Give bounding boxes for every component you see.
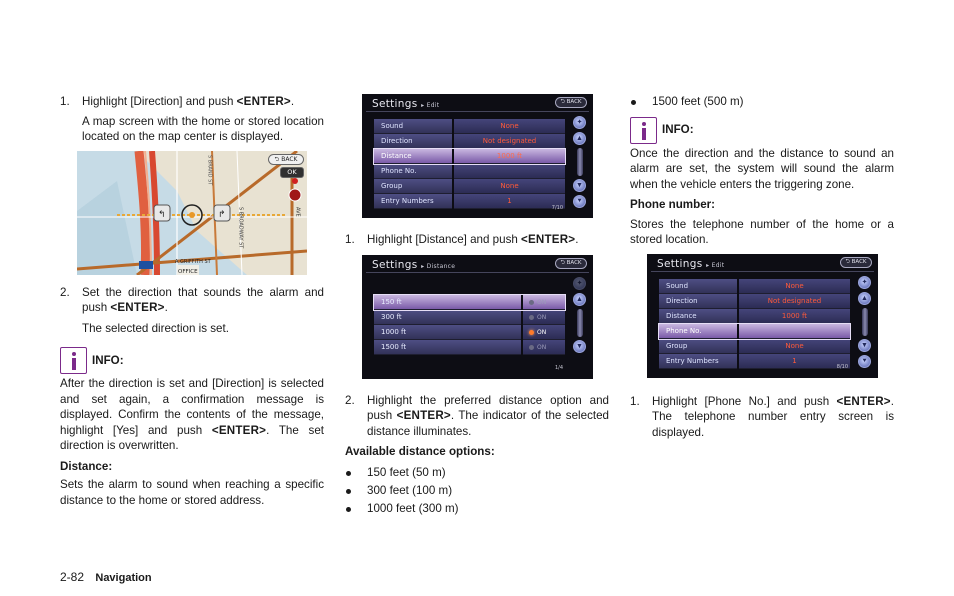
distance-options-heading: Available distance options:: [345, 445, 495, 458]
page-down-icon[interactable]: ⯆: [858, 355, 871, 368]
screen-title-text: Settings: [657, 257, 703, 270]
scrollbar[interactable]: [577, 309, 583, 337]
scroll-up-icon[interactable]: ▲: [858, 292, 871, 305]
step-1-direction: [60, 94, 324, 110]
scroll-down-icon[interactable]: ▼: [573, 340, 586, 353]
menu-item-phone-no[interactable]: [659, 324, 850, 339]
enter-key-label: <ENTER>: [211, 423, 267, 437]
menu-label: Sound: [374, 119, 452, 134]
back-label: BACK: [281, 155, 298, 163]
enter-key-label: <ENTER>: [836, 394, 891, 408]
distance-options-list: [345, 465, 609, 517]
back-button[interactable]: [840, 257, 872, 268]
indicator-text: ON: [537, 313, 547, 321]
menu-item-direction[interactable]: [374, 134, 565, 149]
step-number: 1.: [630, 394, 640, 408]
option-label: 1000 ft: [374, 325, 521, 340]
step-1-distance: [345, 232, 609, 248]
back-icon: ⮌: [274, 155, 280, 163]
scroll-controls: [573, 116, 587, 211]
divider: [366, 111, 589, 112]
menu-value: 1000 ft: [454, 149, 565, 164]
menu-value: 1: [739, 354, 850, 369]
back-icon: ⮌: [560, 99, 565, 105]
map-screen: [77, 151, 307, 275]
menu-label: Sound: [659, 279, 737, 294]
info-text: Once the direction and the distance to sound an alarm are set, the system will sound the alarm when the vehicle enters the triggering zone.: [630, 146, 894, 191]
list-item: 300 feet (100 m): [345, 483, 609, 499]
scroll-up-icon[interactable]: ▲: [573, 132, 586, 145]
menu-item-direction[interactable]: [659, 294, 850, 309]
street-vertical-label-2: S BRAND ST: [206, 154, 213, 185]
step-text: Highlight the preferred distance option and push: [367, 393, 609, 422]
step-number: 2.: [345, 393, 355, 407]
settings-distance-screen: [362, 255, 593, 379]
indicator-text: ON: [537, 298, 547, 306]
step-text: Highlight [Direction] and push: [82, 95, 237, 108]
page-down-icon[interactable]: ⯆: [573, 195, 586, 208]
step-2-distance: [345, 393, 609, 440]
scroll-controls: [858, 276, 872, 371]
menu-item-entry-numbers[interactable]: [374, 194, 565, 209]
scroll-up-icon[interactable]: ▲: [573, 293, 586, 306]
option-indicator: [523, 340, 565, 355]
settings-edit-screen-phone: [647, 254, 878, 378]
street-vertical-label: S BROADWAY ST: [237, 206, 244, 248]
divider: [651, 271, 874, 272]
menu-item-sound[interactable]: [374, 119, 565, 134]
option-label: 1500 ft: [374, 340, 521, 355]
menu-item-group[interactable]: [659, 339, 850, 354]
ok-button[interactable]: OK: [280, 167, 304, 178]
menu-label: Group: [659, 339, 737, 354]
option-indicator: [523, 310, 565, 325]
street-label: A GRIFFITH ST: [175, 258, 211, 265]
screen-subtitle: ▸ Edit: [706, 261, 725, 269]
distance-option-150ft[interactable]: [374, 295, 565, 310]
info-icon: [630, 117, 657, 144]
back-button[interactable]: [268, 154, 304, 165]
option-indicator: [523, 295, 565, 310]
distance-menu: [374, 295, 565, 355]
column-2: [345, 94, 609, 519]
info-text-part: After the direction is set and [Direction] is selected and set again, a confirmation message is displayed. Confirm the contents of the message, highlight [Yes] and push: [60, 377, 324, 437]
settings-edit-screen: [362, 94, 593, 218]
scroll-down-icon[interactable]: ▼: [858, 339, 871, 352]
map-icon[interactable]: ✦: [573, 277, 586, 290]
distance-option-300ft[interactable]: [374, 310, 565, 325]
info-label: INFO:: [92, 353, 124, 367]
screen-subtitle: ▸ Distance: [421, 262, 456, 270]
step-text-end: .: [290, 95, 295, 108]
page-indicator: 8/10: [836, 364, 848, 370]
menu-value: 1: [454, 194, 565, 209]
page-number: 2-82: [60, 570, 85, 584]
settings-menu: [374, 119, 565, 209]
back-button[interactable]: [555, 258, 587, 269]
info-box: [630, 117, 894, 144]
enter-key-label: <ENTER>: [396, 409, 451, 422]
info-icon: [60, 347, 87, 374]
page-indicator: 7/10: [551, 204, 563, 211]
distance-option-1500ft[interactable]: [374, 340, 565, 355]
back-label: BACK: [851, 258, 867, 265]
distance-heading: Distance:: [60, 459, 113, 473]
phone-number-text: Stores the telephone number of the home or a stored location.: [630, 217, 894, 246]
distance-options-list-cont: [630, 94, 894, 110]
menu-label: Distance: [659, 309, 737, 324]
option-label: 300 ft: [374, 310, 521, 325]
step-text: Highlight [Phone No.] and push: [652, 394, 837, 408]
enter-key-label: <ENTER>: [236, 95, 291, 108]
menu-label: Phone No.: [374, 164, 452, 179]
map-icon[interactable]: ✦: [858, 276, 871, 289]
screen-title-text: Settings: [372, 258, 418, 271]
indicator-dot-icon: [529, 330, 534, 335]
step-1-description: A map screen with the home or stored location located on the map center is displayed.: [82, 114, 324, 143]
menu-value: None: [454, 179, 565, 194]
menu-item-phone-no[interactable]: [374, 164, 565, 179]
menu-value: [454, 164, 565, 179]
menu-value: None: [739, 279, 850, 294]
divider: [366, 272, 589, 273]
info-box: [60, 347, 324, 374]
indicator-text: ON: [537, 343, 547, 351]
svg-text:↱: ↱: [218, 209, 226, 220]
menu-item-group[interactable]: [374, 179, 565, 194]
step-number: 1.: [345, 233, 355, 246]
enter-key-label: <ENTER>: [521, 233, 576, 246]
back-icon: ⮌: [560, 259, 565, 266]
menu-label: Entry Numbers: [659, 354, 737, 369]
column-3: [630, 94, 894, 440]
menu-value: Not designated: [454, 134, 565, 149]
back-label: BACK: [566, 259, 582, 266]
settings-menu: [659, 279, 850, 369]
step-number: 2.: [60, 285, 70, 299]
menu-value: 1000 ft: [739, 309, 850, 324]
menu-item-sound[interactable]: [659, 279, 850, 294]
indicator-dot-icon: [529, 315, 534, 320]
step-text-end: .: [164, 301, 168, 314]
scrollbar[interactable]: [577, 148, 583, 176]
enter-key-label: <ENTER>: [110, 301, 165, 314]
column-1: [60, 94, 324, 508]
step-2-direction: [60, 285, 324, 316]
section-name: Navigation: [95, 572, 152, 584]
menu-value: [739, 324, 850, 339]
list-item: 150 feet (50 m): [345, 465, 609, 481]
menu-label: Group: [374, 179, 452, 194]
scrollbar[interactable]: [862, 308, 868, 336]
menu-item-distance[interactable]: [659, 309, 850, 324]
step-text-end: .: [575, 233, 579, 246]
menu-value: Not designated: [739, 294, 850, 309]
step-text: Set the direction that sounds the alarm and push: [82, 285, 324, 314]
step-text-end: . The telephone number entry screen is displayed.: [652, 394, 894, 439]
menu-label: Phone No.: [659, 324, 737, 339]
step-number: 1.: [60, 95, 70, 108]
info-text-end: . The set direction is overwritten.: [60, 423, 324, 452]
svg-text:↰: ↰: [158, 209, 166, 220]
page-indicator: 1/4: [554, 365, 563, 371]
screen-subtitle: ▸ Edit: [421, 102, 440, 109]
step-text-end: . The indicator of the selected distance illuminates.: [367, 409, 609, 438]
option-label: 150 ft: [374, 295, 521, 310]
indicator-text: ON: [537, 328, 547, 336]
menu-value: None: [739, 339, 850, 354]
back-button[interactable]: [555, 97, 587, 108]
phone-number-heading: Phone number:: [630, 198, 716, 211]
step-2-description: The selected direction is set.: [82, 321, 229, 335]
indicator-dot-icon: [529, 300, 534, 305]
back-label: BACK: [566, 99, 582, 105]
menu-label: Direction: [374, 134, 452, 149]
menu-value: None: [454, 119, 565, 134]
scroll-down-icon[interactable]: ▼: [573, 179, 586, 192]
step-1-phone: [630, 394, 894, 441]
scroll-controls: [573, 277, 587, 356]
info-text: [60, 376, 324, 454]
ave-label: AVE: [294, 206, 301, 217]
menu-label: Distance: [374, 149, 452, 164]
map-icon[interactable]: ✦: [573, 116, 586, 129]
menu-label: Entry Numbers: [374, 194, 452, 209]
office-label: OFFICE: [177, 265, 199, 275]
screen-title-text: Settings: [372, 98, 418, 110]
menu-item-distance[interactable]: [374, 149, 565, 164]
list-item: 1000 feet (300 m): [345, 501, 609, 517]
distance-text: Sets the alarm to sound when reaching a specific distance to the home or stored address.: [60, 478, 324, 507]
back-icon: ⮌: [845, 258, 850, 265]
info-label: INFO:: [662, 123, 694, 137]
indicator-dot-icon: [529, 345, 534, 350]
option-indicator: [523, 325, 565, 340]
step-text: Highlight [Distance] and push: [367, 233, 522, 246]
page-footer: [60, 570, 152, 587]
menu-item-entry-numbers[interactable]: [659, 354, 850, 369]
menu-label: Direction: [659, 294, 737, 309]
distance-option-1000ft[interactable]: [374, 325, 565, 340]
list-item: 1500 feet (500 m): [630, 94, 894, 110]
